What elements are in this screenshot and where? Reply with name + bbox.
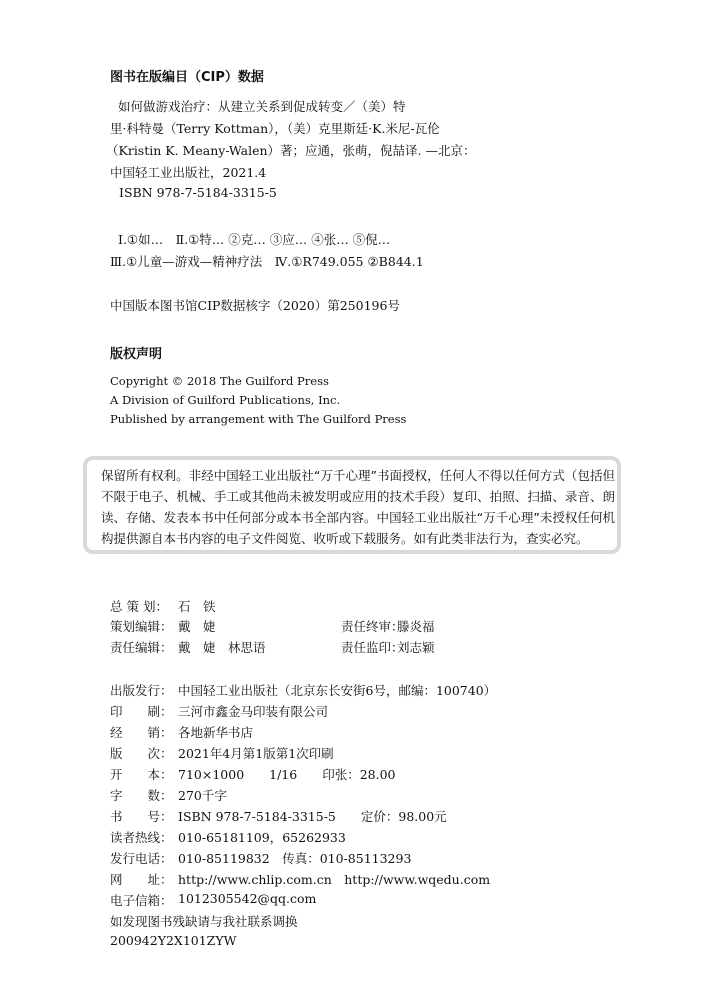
publisher-value: 中国轻工业出版社（北京东长安街6号，邮编：100740） [178, 683, 497, 698]
website-label: 网 址： [110, 872, 173, 887]
website-value: http://www.chlip.com.cn http://www.wqedu.com [178, 872, 491, 887]
copyright-line-2: A Division of Guilford Publications, Inc. [110, 393, 341, 407]
word-count-label: 字 数： [110, 788, 173, 803]
editor-value: 戴 婕 [178, 619, 216, 634]
replacement-note: 如发现图书残缺请与我社联系调换 [110, 914, 298, 929]
responsible-editor-label: 责任编辑： [110, 640, 173, 655]
cip-heading: 图书在版编目（CIP）数据 [110, 70, 264, 85]
cip-line-4: 中国轻工业出版社，2021.4 [110, 165, 267, 180]
cip-check-number: 中国版本图书馆CIP数据核字（2020）第250196号 [110, 298, 400, 313]
cip-class-line-2: Ⅲ.①儿童—游戏—精神疗法 Ⅳ.①R749.055 ②B844.1 [110, 254, 424, 269]
format-label: 开 本： [110, 767, 173, 782]
print-supervisor-value: 刘志颖 [397, 640, 435, 655]
printer-label: 印 刷： [110, 704, 173, 719]
publisher-label: 出版发行： [110, 683, 173, 698]
cip-line-2: 里·科特曼（Terry Kottman），（美）克里斯廷·K.米尼-瓦伦 [110, 121, 440, 136]
copyright-heading: 版权声明 [110, 347, 163, 362]
planner-label: 总 策 划： [110, 599, 168, 614]
editor-label: 策划编辑： [110, 619, 173, 634]
reader-hotline-value: 010-65181109，65262933 [178, 830, 346, 845]
edition-label: 版 次： [110, 746, 173, 761]
final-review-label: 责任终审： [341, 619, 404, 634]
cip-class-line-1: Ⅰ.①如… Ⅱ.①特… ②克… ③应… ④张… ⑤倪… [118, 232, 391, 247]
sales-phone-value: 010-85119832 传真：010-85113293 [178, 851, 412, 866]
book-number-label: 书 号： [110, 809, 173, 824]
cip-line-3: （Kristin K. Meany-Walen）著；应通，张萌，倪喆译. —北京： [106, 143, 476, 158]
email-label: 电子信箱： [110, 893, 173, 908]
responsible-editor-value: 戴 婕 林思语 [178, 640, 266, 655]
product-code: 200942Y2X101ZYW [110, 933, 237, 948]
word-count-value: 270千字 [178, 788, 227, 803]
planner-value: 石 铁 [178, 599, 216, 614]
final-review-value: 滕炎福 [397, 619, 435, 634]
edition-value: 2021年4月第1版第1次印刷 [178, 746, 334, 761]
copyright-line-3: Published by arrangement with The Guilford Press [110, 412, 407, 426]
format-value: 710×1000 1/16 印张：28.00 [178, 767, 396, 782]
cip-isbn: ISBN 978-7-5184-3315-5 [119, 185, 277, 200]
print-supervisor-label: 责任监印： [341, 640, 404, 655]
sales-phone-label: 发行电话： [110, 851, 173, 866]
rights-notice-text: 保留所有权利。非经中国轻工业出版社“万千心理”书面授权，任何人不得以任何方式（包括但不限于电子、机械、手工或其他尚未被发明或应用的技术手段）复印、拍照、扫描、录音、朗读、存储、发表本书中任何部分或本书全部内容。中国轻工业出版社“万千心理”未授权任何机构提供源自本书内容的电子文件阅览、收听或下载服务。如有此类非法行为，查实必究。 [101, 468, 615, 546]
reader-hotline-label: 读者热线： [110, 830, 173, 845]
printer-value: 三河市鑫金马印装有限公司 [178, 704, 329, 719]
distributor-label: 经 销： [110, 725, 173, 740]
copyright-line-1: Copyright © 2018 The Guilford Press [110, 374, 329, 388]
distributor-value: 各地新华书店 [178, 725, 254, 740]
email-value: 1012305542@qq.com [178, 891, 317, 906]
book-number-value: ISBN 978-7-5184-3315-5 定价：98.00元 [178, 809, 447, 824]
cip-line-1: 如何做游戏治疗：从建立关系到促成转变／（美）特 [118, 99, 406, 114]
